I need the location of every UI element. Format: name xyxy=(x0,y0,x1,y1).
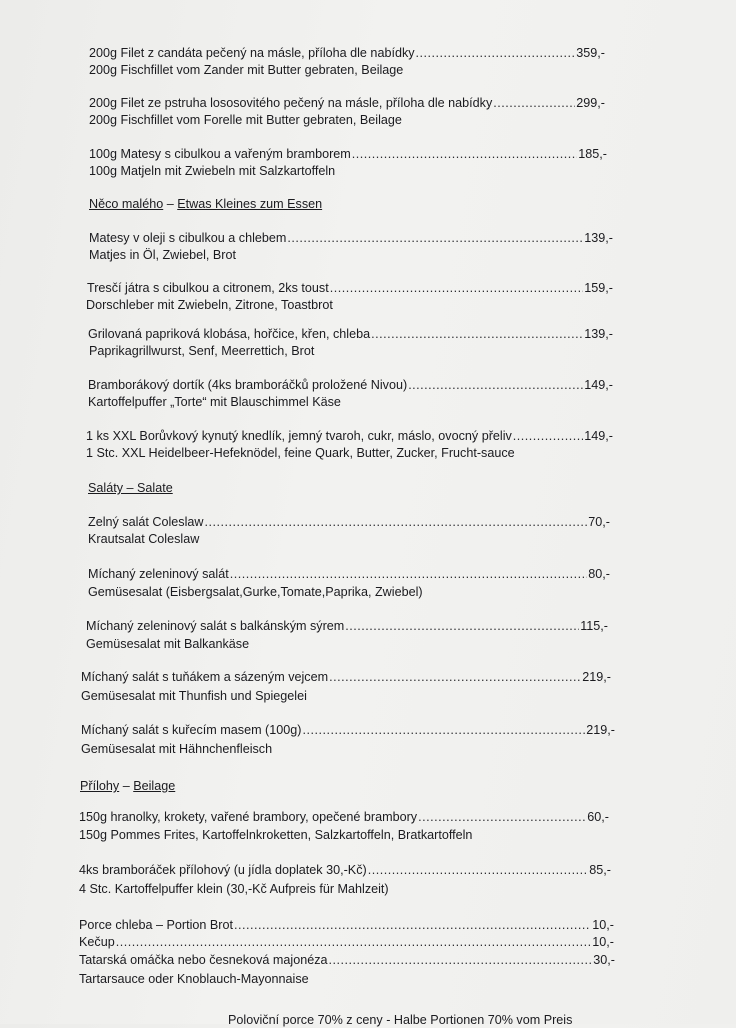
item-price: 70,- xyxy=(588,515,610,529)
item-price: 149,- xyxy=(584,429,613,443)
menu-item-matjes-potatoes xyxy=(89,147,607,162)
menu-item-dumpling xyxy=(86,429,613,444)
item-name-de: Paprikagrillwurst, Senf, Meerrettich, Brot xyxy=(89,344,315,358)
dot-leader xyxy=(330,281,584,296)
menu-item-mixed-salad xyxy=(88,567,610,582)
item-name-de: Kartoffelpuffer „Torte“ mit Blauschimmel Käse xyxy=(88,395,341,409)
dot-leader xyxy=(368,863,589,878)
item-name-cz: Tatarská omáčka nebo česneková majonéza xyxy=(79,953,328,967)
dot-leader xyxy=(371,327,583,342)
section-heading-salads xyxy=(88,481,173,496)
dot-leader xyxy=(205,515,588,530)
item-name-cz: Míchaný salát s kuřecím masem (100g) xyxy=(81,723,302,737)
section-heading-small xyxy=(89,197,322,212)
item-name-de: 100g Matjeln mit Zwiebeln mit Salzkartoffeln xyxy=(89,164,336,178)
menu-item-coleslaw xyxy=(88,515,610,530)
menu-item-sausage xyxy=(88,327,613,342)
dot-leader xyxy=(287,231,583,246)
menu-item-chicken-salad xyxy=(81,723,615,738)
item-price: 60,- xyxy=(587,810,609,824)
menu-item-matjes-oil xyxy=(89,231,613,246)
section-title-cz: Něco malého xyxy=(89,197,164,211)
menu-item-potato-cake xyxy=(88,378,613,393)
dot-leader xyxy=(234,918,591,933)
item-name-de: 1 Stc. XXL Heidelbeer-Hefeknödel, feine Quark, Butter, Zucker, Frucht-sauce xyxy=(86,446,515,460)
item-name-de: Gemüsesalat mit Hähnchenfleisch xyxy=(81,742,273,756)
menu-item-fries xyxy=(79,810,609,825)
item-price: 115,- xyxy=(580,619,608,633)
dot-leader xyxy=(116,935,592,950)
item-name-cz: Míchaný salát s tuňákem a sázeným vejcem xyxy=(81,670,329,684)
section-title-de: Etwas Kleines zum Essen xyxy=(177,197,323,211)
dot-leader xyxy=(416,46,576,61)
item-name-cz: 4ks bramboráček přílohový (u jídla doplatek 30,-Kč) xyxy=(79,863,367,877)
menu-item-trout xyxy=(89,96,605,111)
item-name-de: 4 Stc. Kartoffelpuffer klein (30,-Kč Aufpreis für Mahlzeit) xyxy=(79,882,389,896)
item-name-de: 200g Fischfillet vom Forelle mit Butter gebraten, Beilage xyxy=(89,113,402,127)
item-name-de: 150g Pommes Frites, Kartoffelnkroketten, Salzkartoffeln, Bratkartoffeln xyxy=(79,828,473,842)
item-name-cz: 1 ks XXL Borůvkový kynutý knedlík, jemný tvaroh, cukr, máslo, ovocný přeliv xyxy=(86,429,512,443)
menu-item-zander xyxy=(89,46,605,61)
item-name-cz: 100g Matesy s cibulkou a vařeným bramborem xyxy=(89,147,351,161)
section-title: Saláty – Salate xyxy=(88,481,173,495)
item-name-de: Krautsalat Coleslaw xyxy=(88,532,200,546)
item-name-cz: Matesy v oleji s cibulkou a chlebem xyxy=(89,231,287,245)
item-name-cz: Porce chleba – Portion Brot xyxy=(79,918,234,932)
dot-leader xyxy=(345,619,579,634)
menu-item-bread xyxy=(79,918,614,933)
half-portion-note: Poloviční porce 70% z ceny - Halbe Portionen 70% vom Preis xyxy=(228,1013,573,1027)
menu-item-tartar-sauce xyxy=(79,953,615,968)
dot-leader xyxy=(408,378,583,393)
dot-leader xyxy=(329,670,581,685)
item-price: 30,- xyxy=(593,953,615,967)
item-name-cz: 150g hranolky, krokety, vařené brambory, opečené brambory xyxy=(79,810,418,824)
dot-leader xyxy=(302,723,585,738)
item-name-de: Gemüsesalat (Eisbergsalat,Gurke,Tomate,Paprika, Zwiebel) xyxy=(88,585,423,599)
item-name-de: Gemüsesalat mit Thunfish und Spiegelei xyxy=(81,689,307,703)
section-sep: – xyxy=(119,779,134,793)
dot-leader xyxy=(230,567,588,582)
item-price: 219,- xyxy=(582,670,611,684)
item-price: 219,- xyxy=(586,723,615,737)
item-name-de: 200g Fischfillet vom Zander mit Butter gebraten, Beilage xyxy=(89,63,404,77)
item-price: 10,- xyxy=(592,935,614,949)
item-price: 185,- xyxy=(578,147,607,161)
item-price: 139,- xyxy=(584,327,613,341)
menu-item-balkan-salad xyxy=(86,619,608,634)
item-name-cz: 200g Filet z candáta pečený na másle, příloha dle nabídky xyxy=(89,46,415,60)
item-price: 139,- xyxy=(584,231,613,245)
item-price: 299,- xyxy=(576,96,605,110)
item-name-de: Dorschleber mit Zwiebeln, Zitrone, Toastbrot xyxy=(86,298,333,312)
menu-item-tuna-salad xyxy=(81,670,611,685)
item-price: 149,- xyxy=(584,378,613,392)
item-price: 10,- xyxy=(592,918,614,932)
dot-leader xyxy=(418,810,586,825)
item-name-cz: Grilovaná papriková klobása, hořčice, křen, chleba xyxy=(88,327,371,341)
item-name-cz: Bramborákový dortík (4ks bramboráčků proložené Nivou) xyxy=(88,378,408,392)
dot-leader xyxy=(493,96,575,111)
menu-item-potato-pancakes xyxy=(79,863,611,878)
item-name-cz: Kečup xyxy=(79,935,115,949)
item-name-cz: 200g Filet ze pstruha lososovitého pečený na másle, příloha dle nabídky xyxy=(89,96,493,110)
item-price: 159,- xyxy=(584,281,613,295)
dot-leader xyxy=(329,953,593,968)
item-name-de: Gemüsesalat mit Balkankäse xyxy=(86,637,250,651)
item-name-de: Tartarsauce oder Knoblauch-Mayonnaise xyxy=(79,972,309,986)
dot-leader xyxy=(513,429,583,444)
section-title-cz: Přílohy xyxy=(80,779,120,793)
item-name-de: Matjes in Öl, Zwiebel, Brot xyxy=(89,248,236,262)
item-name-cz: Míchaný zeleninový salát xyxy=(88,567,229,581)
dot-leader xyxy=(352,147,577,162)
section-title-de: Beilage xyxy=(133,779,176,793)
item-price: 85,- xyxy=(589,863,611,877)
item-name-cz: Zelný salát Coleslaw xyxy=(88,515,204,529)
menu-item-cod-liver xyxy=(87,281,613,296)
item-name-cz: Míchaný zeleninový salát s balkánským sýrem xyxy=(86,619,345,633)
menu-item-ketchup xyxy=(79,935,614,950)
item-price: 359,- xyxy=(576,46,605,60)
section-sep: – xyxy=(163,197,178,211)
section-heading-sides xyxy=(80,779,175,794)
item-name-cz: Tresčí játra s cibulkou a citronem, 2ks toust xyxy=(87,281,329,295)
item-price: 80,- xyxy=(588,567,610,581)
